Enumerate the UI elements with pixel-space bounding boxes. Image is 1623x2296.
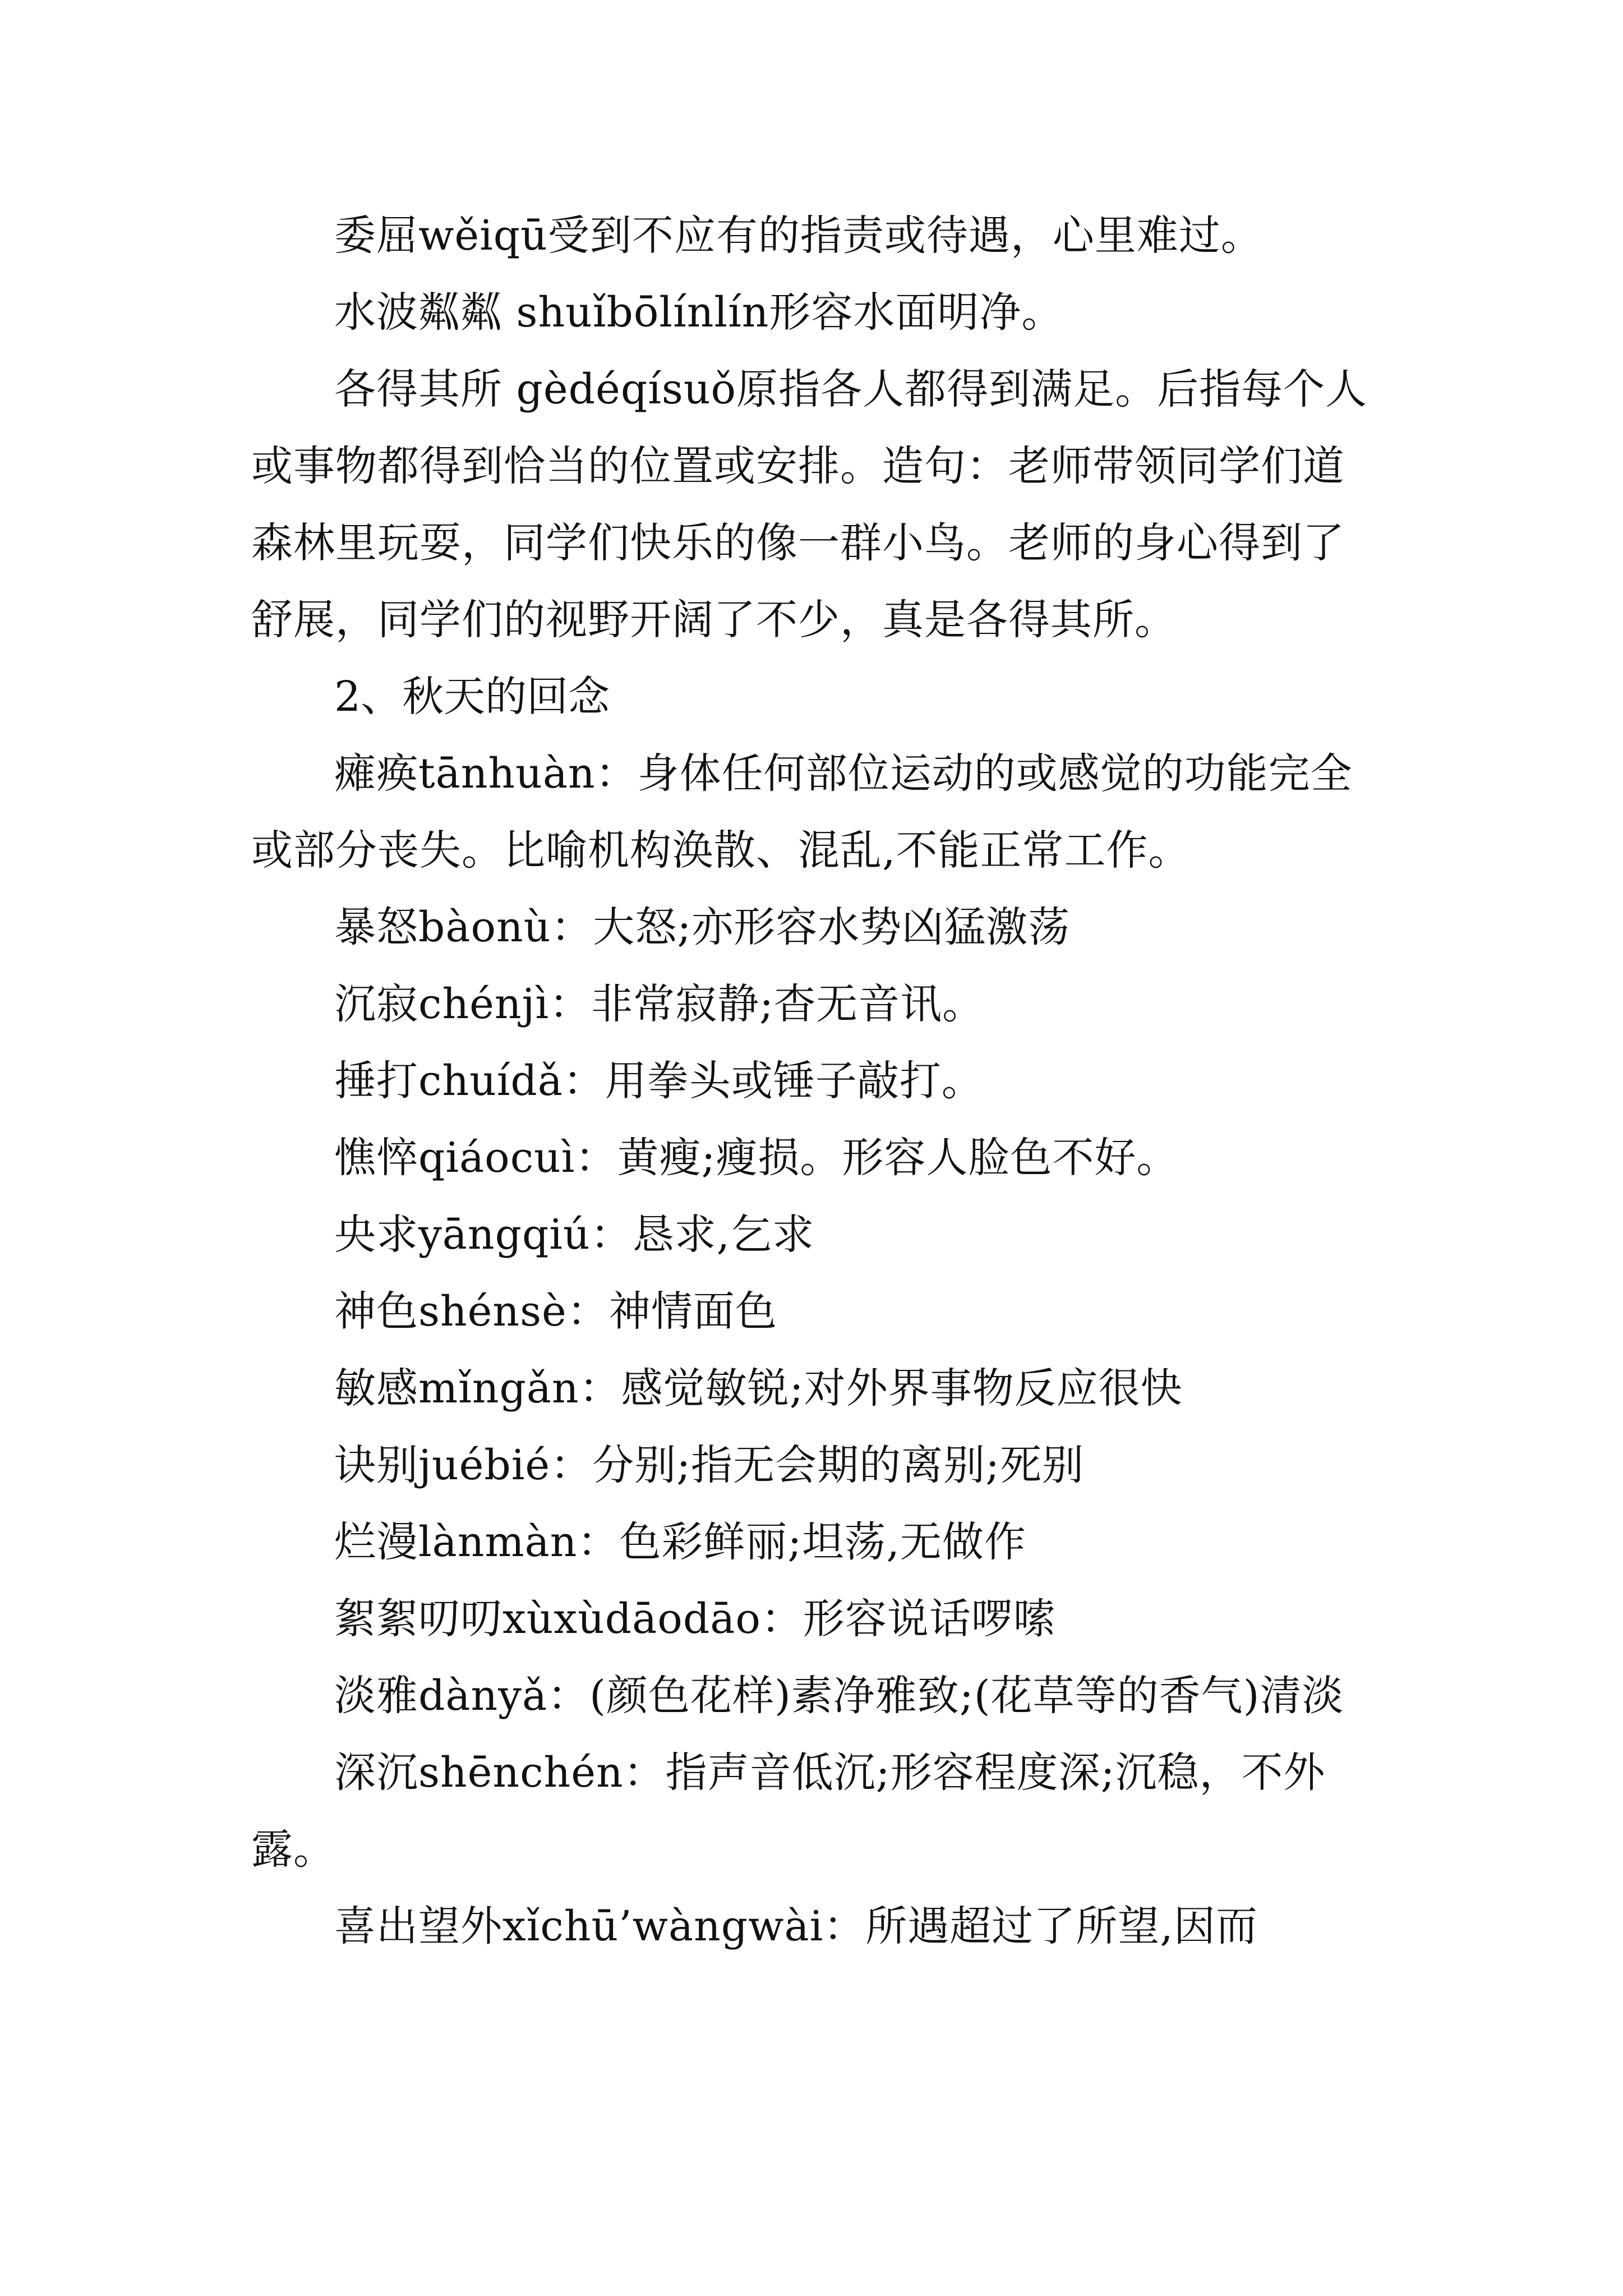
entry-xuxudaodao: 絮絮叨叨xùxùdāodāo：形容说话啰嗦 <box>334 1595 1055 1643</box>
section-title: 2、秋天的回念 <box>334 673 610 721</box>
entry-xichuwangwai: 喜出望外xǐchū’wàngwài：所遇超过了所望,因而 <box>334 1902 1258 1950</box>
entry-qiaocui: 憔悴qiáocuì：黄瘦;瘦损。形容人脸色不好。 <box>334 1134 1179 1182</box>
paragraph-gedeqisuo: 各得其所 gèdéqísuǒ原指各人都得到满足。后指每个人或事物都得到恰当的位置或安排。造句：老师带领同学们道森林里玩耍，同学们快乐的像一群小鸟。老师的身心得到了舒展，同学们的视野开阔了不少，真是各得其所。 <box>251 365 1368 644</box>
document-body <box>251 197 1375 1965</box>
entry-yangqiu: 央求yāngqiú：恳求,乞求 <box>334 1211 815 1259</box>
entry-mingan: 敏感mǐngǎn：感觉敏锐;对外界事物反应很快 <box>334 1364 1183 1412</box>
entry-chenji: 沉寂chénjì：非常寂静;杳无音讯。 <box>334 980 985 1028</box>
paragraph-shuibo: 水波粼粼 shuǐbōlínlín形容水面明净。 <box>334 288 1064 337</box>
entry-lanman: 烂漫lànmàn：色彩鲜丽;坦荡,无做作 <box>334 1518 1026 1566</box>
entry-chuida: 捶打chuídǎ：用拳头或锤子敲打。 <box>334 1057 984 1105</box>
entry-tanhuan: 瘫痪tānhuàn：身体任何部位运动的或感觉的功能完全或部分丧失。比喻机构涣散、混乱,不能正常工作。 <box>251 749 1353 875</box>
paragraph-weiqu: 委屈wěiqū受到不应有的指责或待遇，心里难过。 <box>334 211 1263 260</box>
entry-baonu: 暴怒bàonù：大怒;亦形容水势凶猛激荡 <box>334 903 1071 951</box>
entry-juebie: 诀别juébié：分别;指无会期的离别;死别 <box>334 1441 1085 1489</box>
entry-danya: 淡雅dànyǎ：(颜色花样)素净雅致;(花草等的香气)清淡 <box>334 1672 1344 1720</box>
entry-shense: 神色shénsè：神情面色 <box>334 1287 777 1336</box>
entry-shenchen: 深沉shēnchén：指声音低沉;形容程度深;沉稳，不外露。 <box>251 1749 1326 1874</box>
